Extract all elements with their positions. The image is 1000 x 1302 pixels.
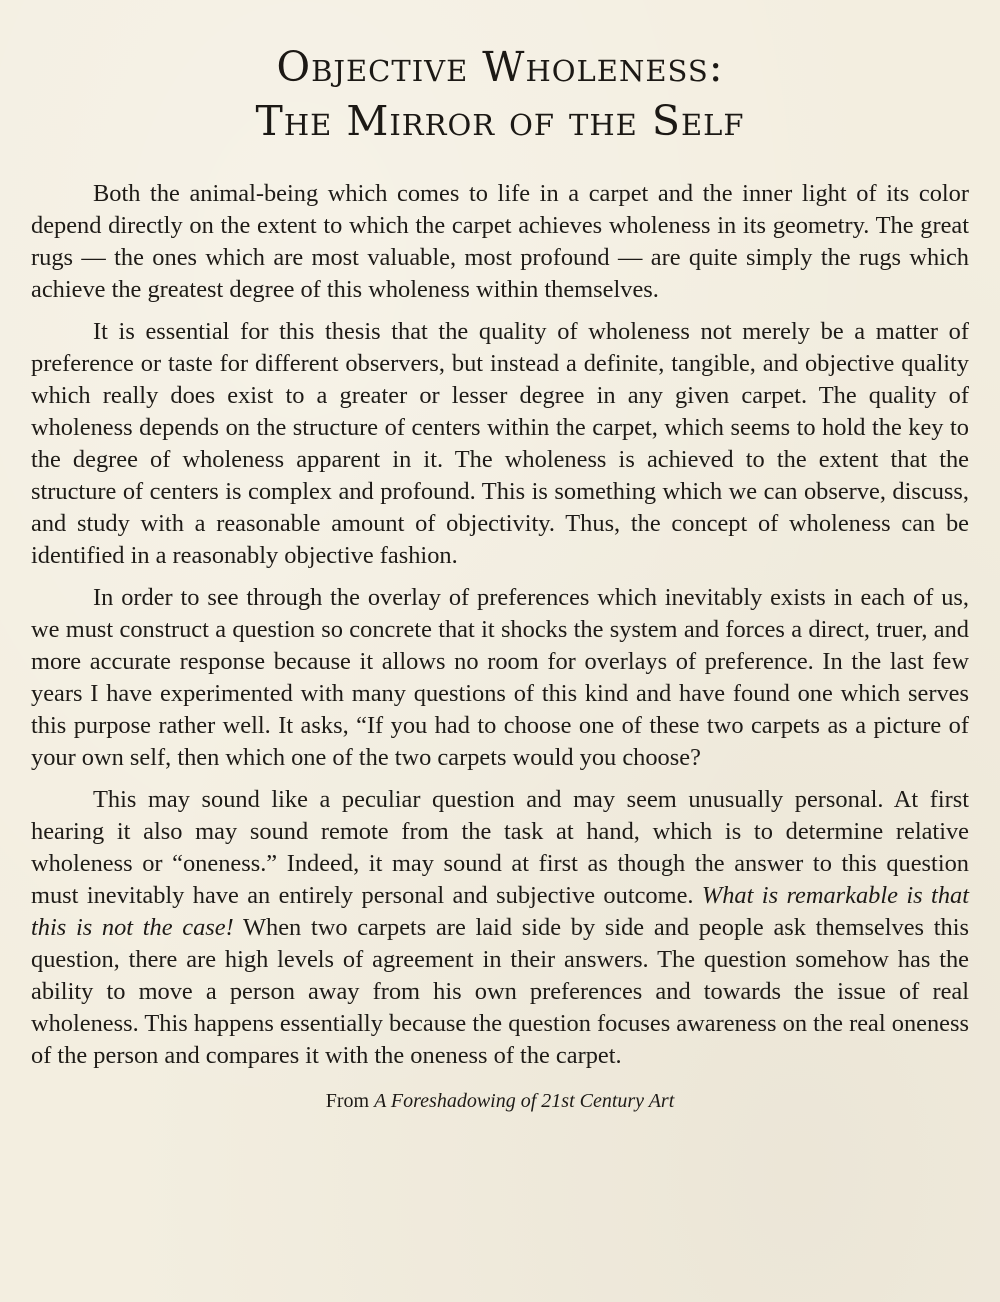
page-title <box>31 40 969 148</box>
paragraph-4 <box>31 784 969 1072</box>
title-line-2: The Mirror of the Self <box>255 97 745 145</box>
paragraph-4-emphasis: What is remarkable is that this is not the case! <box>31 882 969 941</box>
paragraph-2: It is essential for this thesis that the quality of wholeness not merely be a matter of preference or taste for different observers, but instead a definite, tangible, and objective quality which really does exist to a greater or lesser degree in any given carpet. The quality of wholeness depends on the structure of centers within the carpet, which seems to hold the key to the degree of wholeness apparent in it. The wholeness is achieved to the extent that the structure of centers is complex and profound. This is something which we can observe, discuss, and study with a reasonable amount of objectivity. Thus, the concept of wholeness can be identified in a reasonably objective fashion. <box>31 318 969 569</box>
essay-body <box>31 178 969 1072</box>
paragraph-4-after: When two carpets are laid side by side and people ask themselves this question, there are high levels of agreement in their answers. The question somehow has the ability to move a person away from his own preferences and towards the issue of real wholeness. This happens essentially because the question focuses awareness on the real oneness of the person and compares it with the oneness of the carpet. <box>31 914 969 1069</box>
paragraph-1: Both the animal-being which comes to life in a carpet and the inner light of its color depend directly on the extent to which the carpet achieves wholeness in its geometry. The great rugs — the ones which are most valuable, most profound — are quite simply the rugs which achieve the greatest degree of this wholeness within themselves. <box>31 180 969 303</box>
paragraph-3: In order to see through the overlay of preferences which inevitably exists in each of us, we must construct a question so concrete that it shocks the system and forces a direct, truer, and more accurate response because it allows no room for overlays of preference. In the last few years I have experimented with many questions of this kind and have found one which serves this purpose rather well. It asks, “If you had to choose one of these two carpets as a picture of your own self, then which one of the two carpets would you choose? <box>31 584 969 771</box>
source-citation <box>31 1088 969 1114</box>
paragraph-4-before: This may sound like a peculiar question and may seem unusually personal. At first hearing it also may sound remote from the task at hand, which is to determine relative wholeness or “oneness.” Indeed, it may sound at first as though the answer to this question must inevitably have an entirely personal and subjective outcome. <box>31 786 969 909</box>
title-line-1: Objective Wholeness: <box>276 43 724 91</box>
source-work-title: A Foreshadowing of 21st Century Art <box>374 1090 675 1112</box>
source-prefix: From <box>325 1090 375 1112</box>
